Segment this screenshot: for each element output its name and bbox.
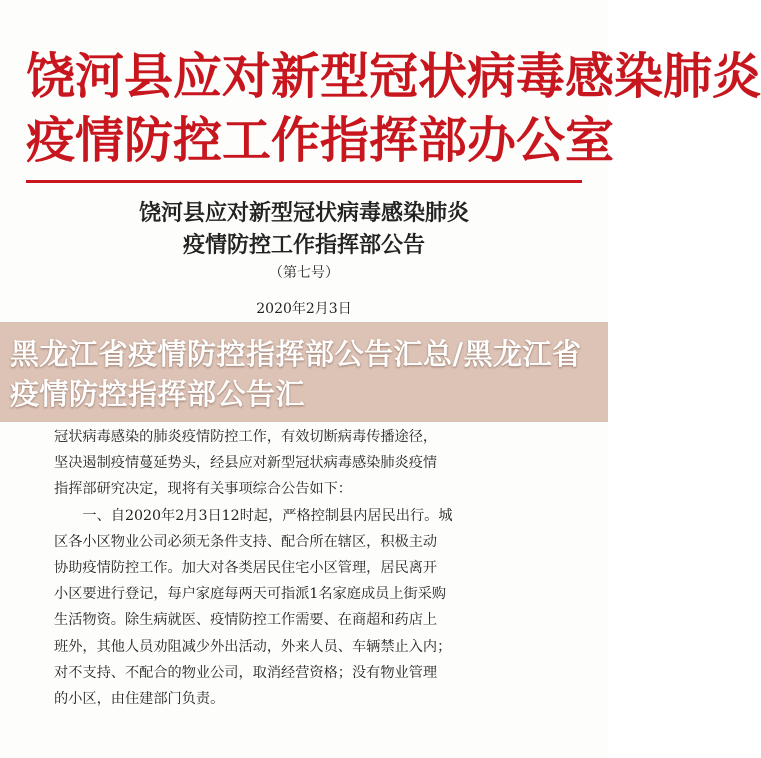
notice-title <box>0 197 608 261</box>
notice-date: 2020年2月3日 <box>256 301 352 317</box>
notice-number: （第七号） <box>269 265 339 281</box>
body-line: 坚决遏制疫情蔓延势头，经县应对新型冠状病毒感染肺炎疫情 <box>54 455 438 472</box>
body-line: 协助疫情防控工作。加大对各类居民住宅小区管理，居民离开 <box>54 560 438 577</box>
red-divider-line <box>26 180 582 183</box>
body-line: 一、自2020年2月3日12时起，严格控制县内居民出行。城 <box>54 507 453 524</box>
notice-body <box>54 424 574 712</box>
body-line: 区各小区物业公司必须无条件支持、配合所在辖区，积极主动 <box>54 533 438 550</box>
body-line: 的小区，由住建部门负责。 <box>54 691 225 708</box>
notice-title-line-1: 饶河县应对新型冠状病毒感染肺炎 <box>138 200 469 226</box>
header-org-line-2: 疫情防控工作指挥部办公室 <box>26 111 615 169</box>
body-line: 班外，其他人员劝阻减少外出活动，外来人员、车辆禁止入内； <box>54 638 452 655</box>
overlay-title: 黑龙江省疫情防控指挥部公告汇总/黑龙江省疫情防控指挥部公告汇 <box>10 337 582 411</box>
body-line: 小区要进行登记，每户家庭每两天可指派1名家庭成员上街采购 <box>54 586 447 603</box>
body-line: 指挥部研究决定，现将有关事项综合公告如下： <box>54 481 352 498</box>
body-line: 对不支持、不配合的物业公司，取消经营资格；没有物业管理 <box>54 664 438 681</box>
body-line: 生活物资。除生病就医、疫情防控工作需要、在商超和药店上 <box>54 612 438 629</box>
notice-title-line-2: 疫情防控工作指挥部公告 <box>182 232 425 258</box>
body-line: 冠状病毒感染的肺炎疫情防控工作，有效切断病毒传播途径， <box>54 429 438 445</box>
issuing-office-header <box>26 44 761 172</box>
header-org-line-1: 饶河县应对新型冠状病毒感染肺炎 <box>26 47 761 105</box>
